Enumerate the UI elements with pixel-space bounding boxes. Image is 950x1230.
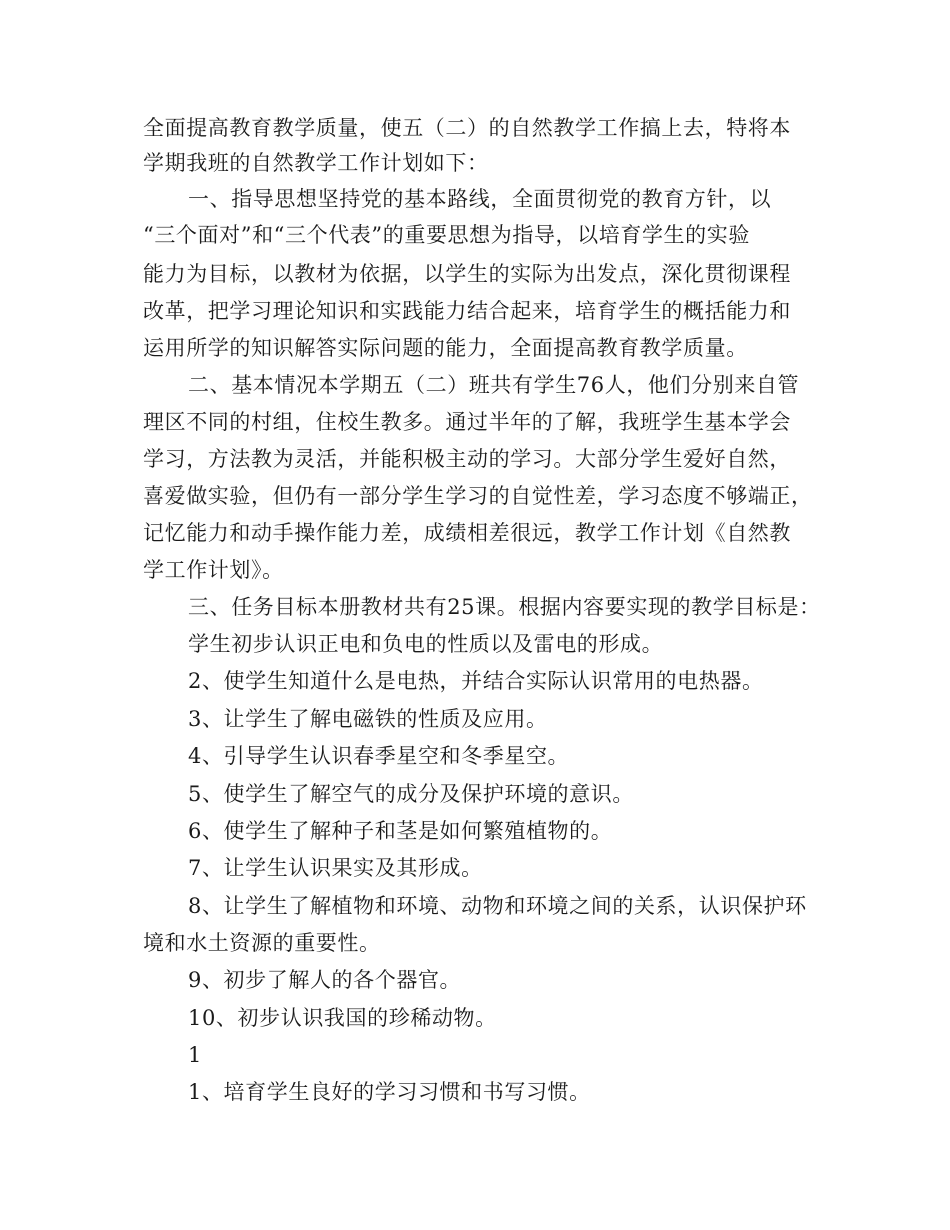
list-item: 10、初步认识我国的珍稀动物。 bbox=[188, 1006, 497, 1030]
list-item: 3、让学生了解电磁铁的性质及应用。 bbox=[188, 707, 548, 731]
paragraph-line: 运用所学的知识解答实际问题的能力，全面提高教育教学质量。 bbox=[143, 336, 748, 360]
list-item: 5、使学生了解空气的成分及保护环境的意识。 bbox=[188, 782, 634, 806]
list-item: 9、初步了解人的各个器官。 bbox=[188, 968, 462, 992]
paragraph-line: 全面提高教育教学质量，使五（二）的自然教学工作搞上去，特将本 bbox=[143, 116, 791, 140]
paragraph-line: 喜爱做实验，但仍有一部分学生学习的自觉性差，学习态度不够端正， bbox=[143, 484, 813, 508]
list-item: 8、让学生了解植物和环境、动物和环境之间的关系，认识保护环 bbox=[188, 894, 807, 918]
page-number-text: 1 bbox=[188, 1043, 202, 1067]
paragraph-line: 理区不同的村组，住校生教多。通过半年的了解，我班学生基本学会 bbox=[143, 410, 791, 434]
paragraph-line: 学习，方法教为灵活，并能积极主动的学习。大部分学生爱好自然， bbox=[143, 447, 791, 471]
list-item: 7、让学生认识果实及其形成。 bbox=[188, 856, 483, 880]
paragraph-line: 二、基本情况本学期五（二）班共有学生76人，他们分别来自管 bbox=[188, 373, 800, 397]
list-item: 4、引导学生认识春季星空和冬季星空。 bbox=[188, 744, 570, 768]
paragraph-line: 改革，把学习理论知识和实践能力结合起来，培育学生的概括能力和 bbox=[143, 299, 791, 323]
paragraph-line: “三个面对”和“三个代表”的重要思想为指导，以培育学生的实验 bbox=[143, 223, 750, 247]
list-item: 2、使学生知道什么是电热，并结合实际认识常用的电热器。 bbox=[188, 669, 764, 693]
list-item: 6、使学生了解种子和茎是如何繁殖植物的。 bbox=[188, 819, 613, 843]
list-item: 境和水土资源的重要性。 bbox=[143, 931, 381, 955]
paragraph-line: 一、指导思想坚持党的基本路线，全面贯彻党的教育方针，以 bbox=[188, 187, 772, 211]
paragraph-line: 记忆能力和动手操作能力差，成绩相差很远，教学工作计划《自然教 bbox=[143, 521, 791, 545]
paragraph-line: 学期我班的自然教学工作计划如下： bbox=[143, 151, 489, 175]
list-item: 学生初步认识正电和负电的性质以及雷电的形成。 bbox=[188, 632, 664, 656]
paragraph-line: 三、任务目标本册教材共有25课。根据内容要实现的教学目标是： bbox=[188, 595, 821, 619]
paragraph-line: 能力为目标，以教材为依据，以学生的实际为出发点，深化贯彻课程 bbox=[143, 262, 791, 286]
paragraph-line: 学工作计划》。 bbox=[143, 558, 284, 582]
list-item: 1、培育学生良好的学习习惯和书写习惯。 bbox=[188, 1080, 591, 1104]
